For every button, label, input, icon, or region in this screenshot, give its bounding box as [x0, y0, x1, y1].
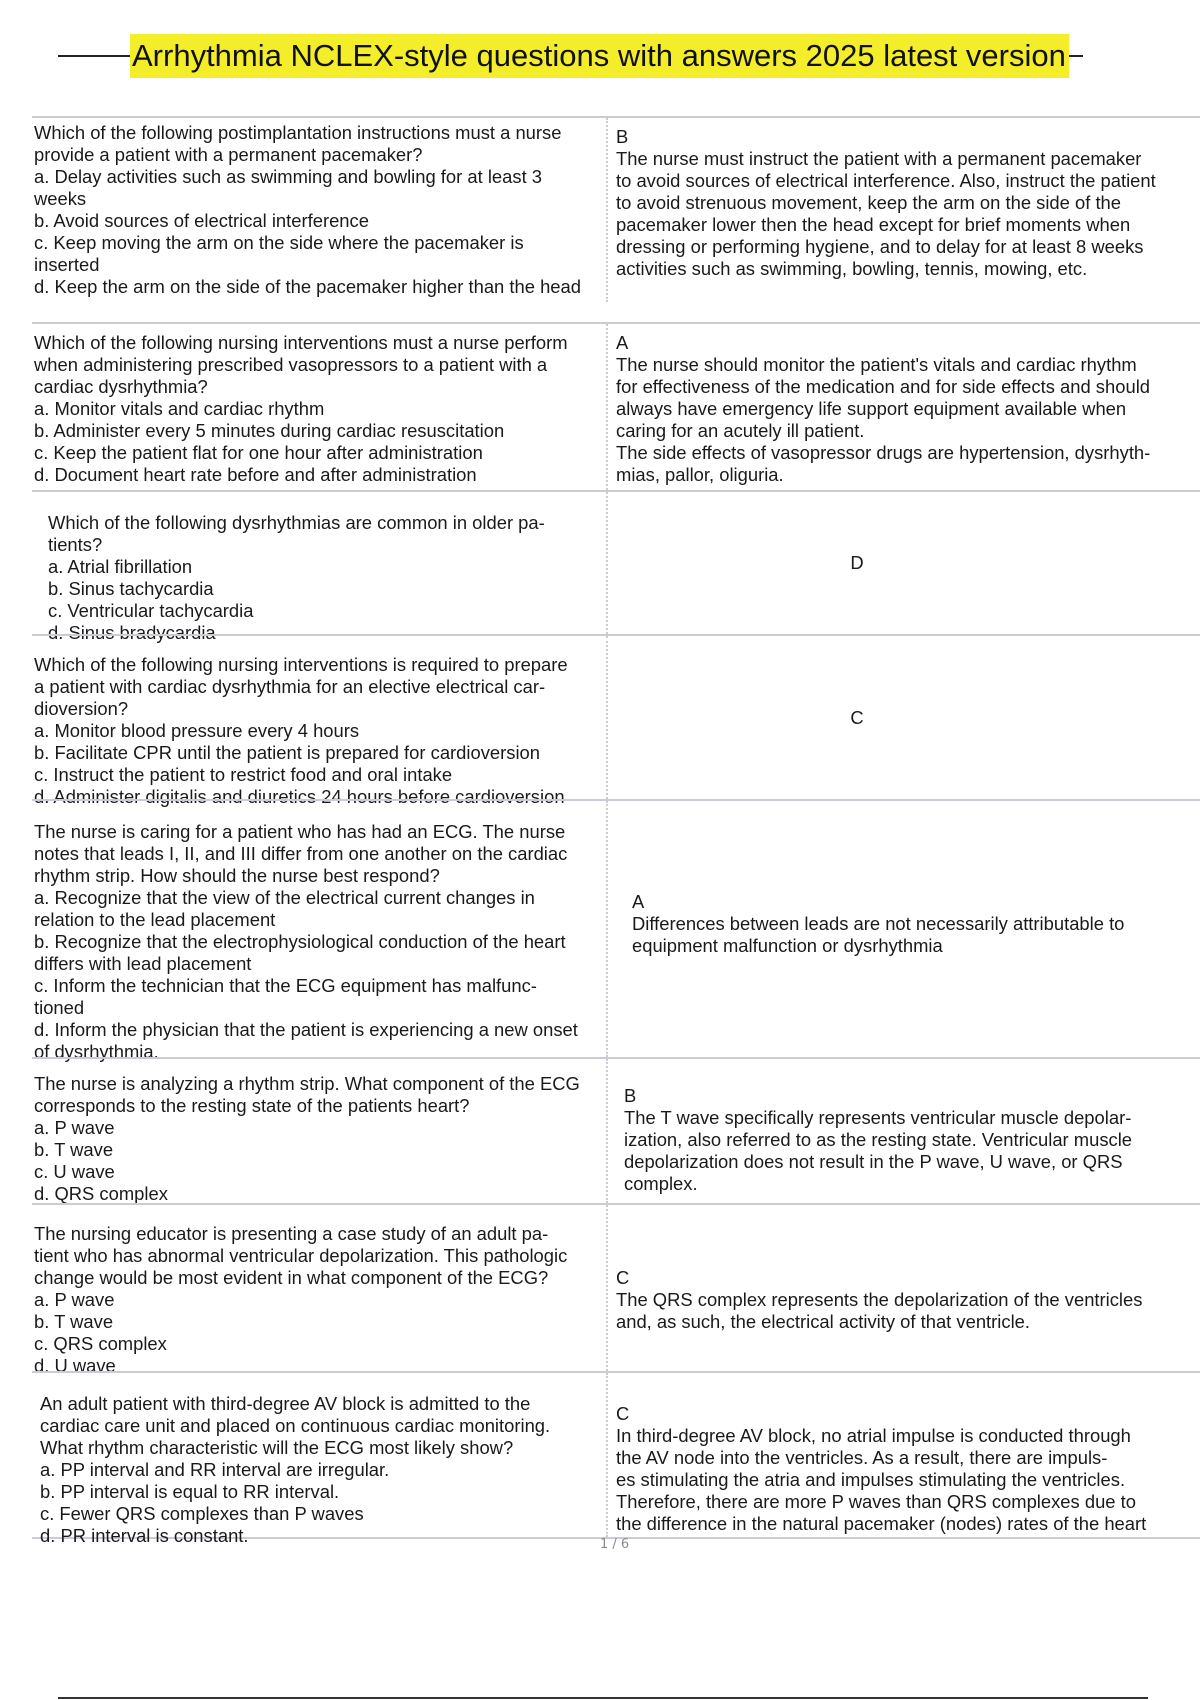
question-line: Which of the following postimplantation instructions must a nurse: [34, 122, 562, 143]
rationale-line: The side effects of vasopressor drugs are hypertension, dysrhyth-: [616, 442, 1151, 463]
answer-option: b. T wave: [34, 1139, 114, 1160]
question-line: The nurse is analyzing a rhythm strip. What component of the ECG: [34, 1073, 580, 1094]
answer-option: a. PP interval and RR interval are irregular.: [40, 1459, 390, 1480]
question-line: Which of the following nursing interventions must a nurse perform: [34, 332, 568, 353]
question-line: The nurse is caring for a patient who has had an ECG. The nurse: [34, 821, 566, 842]
answer-option: b. T wave: [34, 1311, 114, 1332]
question-cell: [32, 801, 608, 1062]
question-line: tient who has abnormal ventricular depolarization. This pathologic: [34, 1245, 568, 1266]
answer-cell: [608, 118, 1198, 302]
question-line: corresponds to the resting state of the patients heart?: [34, 1095, 470, 1116]
answer-option: inserted: [34, 254, 100, 275]
question-cell: [32, 1205, 608, 1376]
question-line: What rhythm characteristic will the ECG most likely show?: [40, 1437, 514, 1458]
answer-letter: C: [850, 706, 864, 728]
answer-cell: [608, 1205, 1198, 1371]
answer-letter: C: [616, 1267, 630, 1288]
question-line: rhythm strip. How should the nurse best respond?: [34, 865, 440, 886]
rationale-line: The T wave specifically represents ventricular muscle depolar-: [624, 1107, 1132, 1128]
qa-row: [32, 322, 1200, 490]
rationale-line: the AV node into the ventricles. As a result, there are impuls-: [616, 1447, 1108, 1468]
question-line: dioversion?: [34, 698, 129, 719]
question-line: The nursing educator is presenting a case study of an adult pa-: [34, 1223, 549, 1244]
answer-option: c. Keep moving the arm on the side where the pacemaker is: [34, 232, 524, 253]
rationale-line: The QRS complex represents the depolarization of the ventricles: [616, 1289, 1143, 1310]
qa-row: [32, 799, 1200, 1062]
answer-option: d. Sinus bradycardia: [48, 622, 216, 643]
question-line: tients?: [48, 534, 103, 555]
question-line: cardiac care unit and placed on continuous cardiac monitoring.: [40, 1415, 551, 1436]
answer-option: a. Delay activities such as swimming and bowling for at least 3: [34, 166, 543, 187]
answer-cell: [608, 1373, 1198, 1537]
answer-letter: C: [616, 1403, 630, 1424]
answer-option: a. Atrial fibrillation: [48, 556, 193, 577]
answer-option: b. Administer every 5 minutes during cardiac resuscitation: [34, 420, 505, 441]
rationale-line: pacemaker lower then the head except for brief moments when: [616, 214, 1131, 235]
answer-cell: [608, 324, 1198, 490]
answer-letter: B: [624, 1085, 637, 1106]
answer-option: d. U wave: [34, 1355, 116, 1376]
answer-option: a. P wave: [34, 1289, 115, 1310]
answer-option: d. QRS complex: [34, 1183, 168, 1204]
answer-option: c. Fewer QRS complexes than P waves: [40, 1503, 364, 1524]
question-line: Which of the following nursing interventions is required to prepare: [34, 654, 568, 675]
qa-row: [32, 490, 1200, 643]
answer-letter: D: [850, 552, 864, 573]
question-line: when administering prescribed vasopressors to a patient with a: [34, 354, 548, 375]
rationale-line: The nurse must instruct the patient with a permanent pacemaker: [616, 148, 1142, 169]
answer-option: c. QRS complex: [34, 1333, 167, 1354]
rationale-line: always have emergency life support equipment available when: [616, 398, 1127, 419]
question-cell: [32, 636, 608, 807]
answer-letter: A: [616, 332, 629, 353]
answer-option: d. PR interval is constant.: [40, 1525, 249, 1546]
qa-row: [32, 116, 1200, 302]
answer-letter: A: [632, 891, 645, 912]
answer-option: b. Avoid sources of electrical interference: [34, 210, 369, 231]
page-number: 1 / 6: [600, 1537, 630, 1552]
question-cell: [32, 492, 608, 643]
answer-option: differs with lead placement: [34, 953, 252, 974]
answer-option: c. Instruct the patient to restrict food and oral intake: [34, 764, 453, 785]
rationale-line: and, as such, the electrical activity of that ventricle.: [616, 1311, 1030, 1332]
answer-option: b. PP interval is equal to RR interval.: [40, 1481, 340, 1502]
title-rule-left: [58, 55, 130, 57]
answer-option: relation to the lead placement: [34, 909, 276, 930]
answer-option: a. Monitor blood pressure every 4 hours: [34, 720, 360, 741]
question-line: provide a patient with a permanent pacemaker?: [34, 144, 423, 165]
answer-option: c. Inform the technician that the ECG equipment has malfunc-: [34, 975, 537, 996]
question-cell: [32, 118, 608, 302]
qa-row: [32, 1057, 1200, 1203]
title-rule-right: [1069, 55, 1083, 57]
rationale-line: es stimulating the atria and impulses stimulating the ventricles.: [616, 1469, 1126, 1490]
answer-option: a. Recognize that the view of the electrical current changes in: [34, 887, 535, 908]
question-line: Which of the following dysrhythmias are common in older pa-: [48, 512, 545, 533]
rationale-line: dressing or performing hygiene, and to delay for at least 8 weeks: [616, 236, 1144, 257]
answer-option: weeks: [34, 188, 87, 209]
answer-letter: B: [616, 126, 629, 147]
answer-option: of dysrhythmia.: [34, 1041, 159, 1062]
rationale-line: mias, pallor, oliguria.: [616, 464, 784, 485]
rationale-line: ization, also referred to as the resting state. Ventricular muscle: [624, 1129, 1133, 1150]
rationale-line: complex.: [624, 1173, 698, 1194]
rationale-line: for effectiveness of the medication and for side effects and should: [616, 376, 1151, 397]
rationale-line: In third-degree AV block, no atrial impulse is conducted through: [616, 1425, 1131, 1446]
answer-option: c. Keep the patient flat for one hour after administration: [34, 442, 483, 463]
answer-cell: [608, 801, 1198, 1057]
question-cell: [32, 1059, 608, 1203]
answer-option: b. Facilitate CPR until the patient is prepared for cardioversion: [34, 742, 540, 763]
answer-cell: [608, 492, 1198, 634]
question-line: notes that leads I, II, and III differ from one another on the cardiac: [34, 843, 568, 864]
rationale-line: caring for an acutely ill patient.: [616, 420, 865, 441]
question-line: An adult patient with third-degree AV block is admitted to the: [40, 1393, 531, 1414]
answer-option: c. U wave: [34, 1161, 115, 1182]
answer-option: b. Recognize that the electrophysiological conduction of the heart: [34, 931, 566, 952]
answer-option: d. Document heart rate before and after administration: [34, 464, 477, 485]
rationale-line: The nurse should monitor the patient's vitals and cardiac rhythm: [616, 354, 1137, 375]
answer-cell: [608, 1059, 1198, 1203]
rationale-line: to avoid sources of electrical interference. Also, instruct the patient: [616, 170, 1156, 191]
rationale-line: to avoid strenuous movement, keep the arm on the side of the: [616, 192, 1122, 213]
page-title: Arrhythmia NCLEX-style questions with answers 2025 latest version: [130, 34, 1069, 78]
answer-option: d. Keep the arm on the side of the pacemaker higher than the head: [34, 276, 581, 297]
rationale-line: depolarization does not result in the P wave, U wave, or QRS: [624, 1151, 1123, 1172]
qa-row: [32, 634, 1200, 807]
answer-option: c. Ventricular tachycardia: [48, 600, 254, 621]
question-line: a patient with cardiac dysrhythmia for an elective electrical car-: [34, 676, 546, 697]
answer-option: d. Inform the physician that the patient is experiencing a new onset: [34, 1019, 578, 1040]
question-line: cardiac dysrhythmia?: [34, 376, 208, 397]
answer-option: b. Sinus tachycardia: [48, 578, 214, 599]
qa-row: [32, 1203, 1200, 1376]
answer-option: a. Monitor vitals and cardiac rhythm: [34, 398, 325, 419]
question-cell: [32, 1373, 608, 1546]
rationale-line: Differences between leads are not necessarily attributable to: [632, 913, 1125, 934]
answer-option: tioned: [34, 997, 85, 1018]
rationale-line: the difference in the natural pacemaker (nodes) rates of the heart: [616, 1513, 1147, 1534]
answer-option: d. Administer digitalis and diuretics 24 hours before cardioversion: [34, 786, 565, 807]
question-cell: [32, 324, 608, 490]
rationale-line: equipment malfunction or dysrhythmia: [632, 935, 943, 956]
rationale-line: Therefore, there are more P waves than QRS complexes due to: [616, 1491, 1136, 1512]
footer-rule: [58, 1697, 1148, 1699]
rationale-line: activities such as swimming, bowling, tennis, mowing, etc.: [616, 258, 1088, 279]
answer-cell: [608, 636, 1198, 799]
answer-option: a. P wave: [34, 1117, 115, 1138]
question-line: change would be most evident in what component of the ECG?: [34, 1267, 549, 1288]
page-title-row: [58, 30, 1148, 82]
